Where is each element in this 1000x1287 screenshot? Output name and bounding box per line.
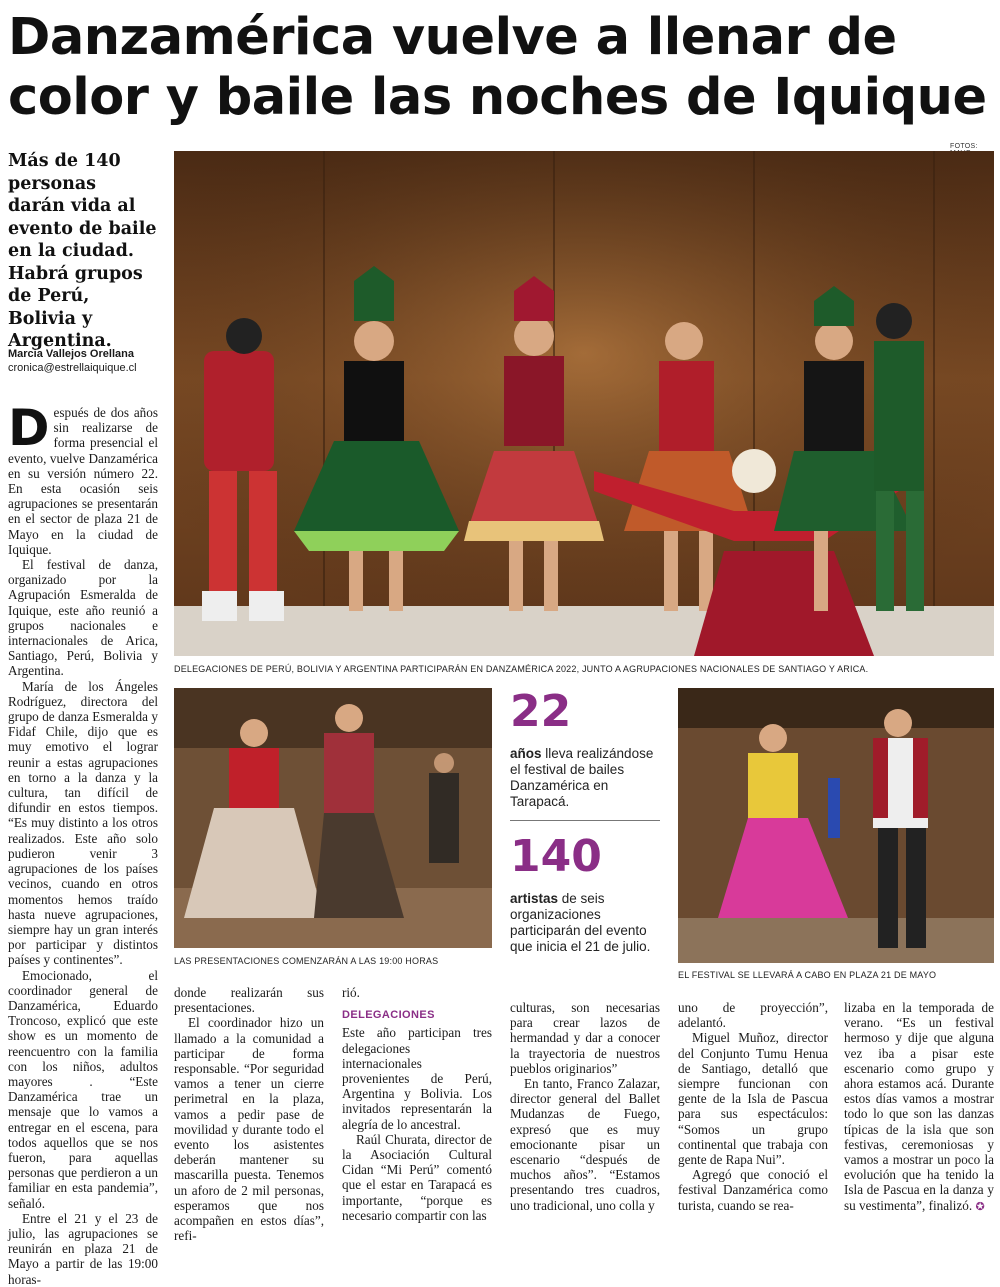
photo-credit: FOTOS: [950,143,978,150]
right-photo [678,688,994,963]
article-column-5: uno de proyección”, adelantó. Miguel Muñoz, director del Conjunto Tumu Henua de Santiago, detalló que siempre funcionan con gente de la Isla de Pascua para sus espectáculos: “Somos un grupo continental que trabaja con gente de Rapa Nui”. Agregó que conoció el festival Danzamérica como turista, cuando se rea- [678,1000,828,1213]
left-photo-caption: LAS PRESENTACIONES COMENZARÁN A LAS 19:00 HORAS [174,956,439,966]
main-photo [174,151,994,656]
section-subhead: DELEGACIONES [342,1009,435,1022]
pascua-dancers-illustration [678,688,994,963]
article-column-3: rió. DELEGACIONES Este año participan tres delegaciones internacionales provenientes de Perú, Argentina y Bolivia. Los invitados representarán la alegría de lo ancestral. Raúl Churata, director de la Asociación Cultural Cidan “Mi Perú” comentó que el estar en Tarapacá es importante, “porque es necesario compartir con las [342,985,492,1223]
article-column-4: culturas, son necesarias para crear lazos de hermandad y dar a conocer la trayectoria de nuestros pueblos originarios” En tanto, Franco Zalazar, director general del Ballet Mudanzas de Fuego, expresó que es muy emocionante pisar un escenario “después de muchos años”. “Estamos presentando tres cuadros, uno tradicional, uno colla y [510,1000,660,1213]
stat-divider [510,820,660,821]
couple-dancing-illustration [174,688,492,948]
stats-box [510,686,660,955]
article-column-6: lizaba en la temporada de verano. “Es un festival hermoso y dije que alguna vez iba a pisar este escenario como grupo y ahora estamos acá. Durante estos días vamos a mostrar todo lo que son las danzas típicas de la isla que son festivas, ceremoniosas y vamos a mostrar un poco la evolución que ha tenido la Isla de Pascua en la danza y su vestimenta”, finalizó. ✪ [844,1000,994,1213]
author-email[interactable]: cronica@estrellaiquique.cl [8,362,137,374]
main-photo-caption: DELEGACIONES DE PERÚ, BOLIVIA Y ARGENTINA PARTICIPARÁN EN DANZAMÉRICA 2022, JUNTO A AGRUPACIONES NACIONALES DE SANTIAGO Y ARICA. [174,664,869,674]
stat-number-2: 140 [510,831,602,882]
stat-text-1: años lleva realizándose el festival de bailes Danzamérica en Tarapacá. [510,746,654,809]
left-photo [174,688,492,948]
article-column-1: Después de dos años sin realizarse de forma presencial el evento, vuelve Danzamérica en su versión número 22. En esta ocasión seis agrupaciones se presentarán en el sector de plaza 21 de Mayo en la ciudad de Iquique. El festival de danza, organizado por la Agrupación Esmeralda de Iquique, este año reunió a grupos nacionales e internacionales de Arica, Santiago, Perú, Bolivia y Argentina. María de los Ángeles Rodríguez, directora del grupo de danza Esmeralda y Fidaf Chile, dijo que es muy emotivo el lograr reunir a estas agrupaciones en torno a la danza y la cultura, tan difícil de difundir en estos tiempos. “Es muy distinto a los otros realizados. Este año solo pudieron venir 3 agrupaciones de los países vecinos, cuando en otros momentos hemos traído hasta nueve agrupaciones, siempre hay un gran interés por participar y distintos países y continentes”. Emocionado, el coordinador general de Danzamérica, Eduardo Troncoso, explicó que este show es un momento de reencuentro con la familia con los niños, adultos mayores . “Este Danzamérica trae un mensaje que lo vamos a entregar en el escena, para todos aquellos que se nos fueron, para aquellas personas que perdieron a un familiar en esta pandemia”, señaló. Entre el 21 y el 23 de julio, las agrupaciones se reunirán en plaza 21 de Mayo a partir de las 19:00 horas- [8,399,158,1287]
author-name: Marcia Vallejos Orellana [8,348,134,360]
headline: Danzamérica vuelve a llenar de color y baile las noches de Iquique [8,8,987,127]
drop-cap: D [8,399,50,457]
right-photo-caption: EL FESTIVAL SE LLEVARÁ A CABO EN PLAZA 21 DE MAYO [678,970,937,980]
stat-text-2: artistas de seis organizaciones participarán del evento que inicia el 21 de julio. [510,891,651,954]
stat-number-1: 22 [510,686,572,737]
standfirst: Más de 140 personas darán vida al evento de baile en la ciudad. Habrá grupos de Perú, Bolivia y Argentina. [8,151,157,351]
dancers-stage-illustration [174,151,994,656]
end-mark-icon: ✪ [975,1200,985,1213]
byline [8,347,168,375]
article-column-2: donde realizarán sus presentaciones. El coordinador hizo un llamado a la comunidad a participar de forma responsable. “Por seguridad vamos a tener un cierre perimetral en la plaza, vamos a pedir pase de movilidad y durante todo el evento los asistentes deberán mantener su mascarilla puesta. Tenemos un aforo de 2 mil personas, esperamos que nos acompañen en estos días”, refi- [174,985,324,1244]
